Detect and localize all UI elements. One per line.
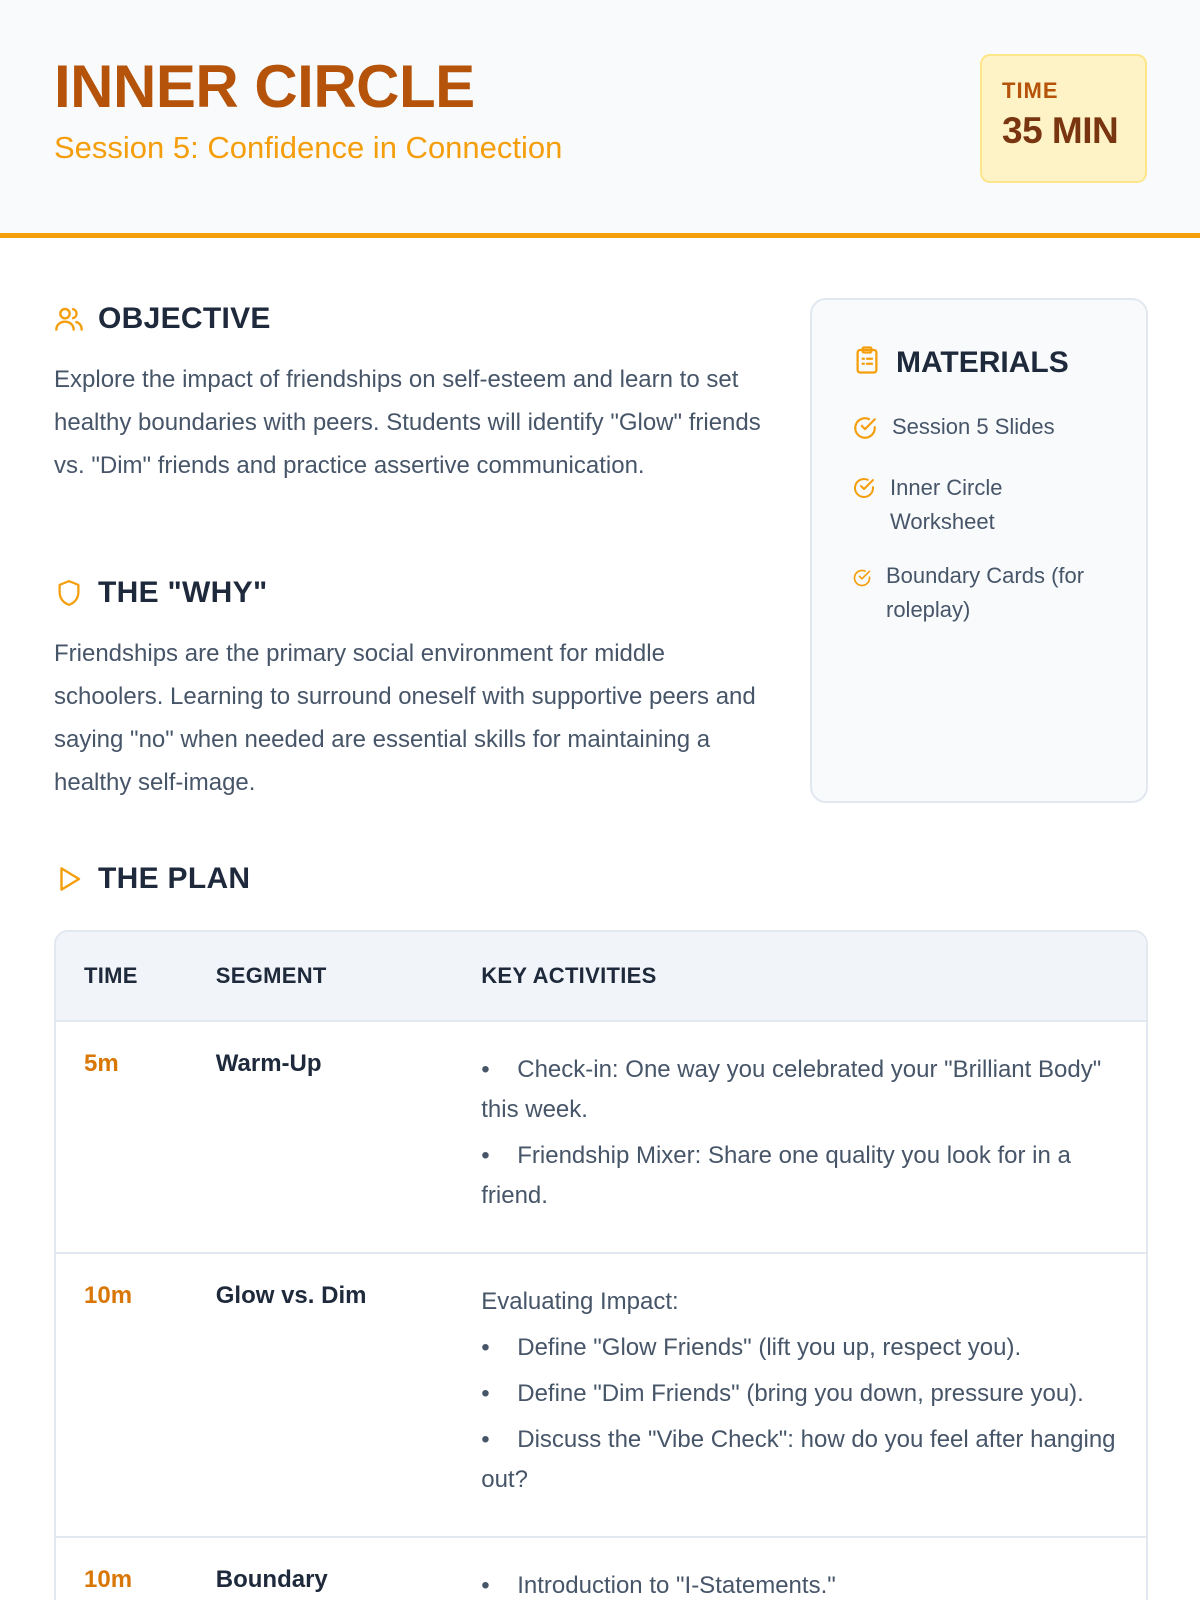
row-segment: Boundary [215,1566,328,1593]
activity-intro: Evaluating Impact: [481,1288,679,1315]
table-row [56,1020,1146,1252]
materials-list [852,410,1112,647]
objective-heading [52,302,271,336]
play-icon [52,862,86,896]
row-activities [481,1282,1146,1506]
why-text: Friendships are the primary social environment for middle schoolers. Learning to surround oneself with supportive peers and saying "no" when needed are essential skills for maintaining a healthy self-image. [54,640,756,796]
clipboard-icon [852,344,882,381]
material-label: Inner Circle Worksheet [890,475,1003,534]
materials-card [810,298,1148,803]
activity-bullet: • Define "Glow Friends" (lift you up, respect you). [481,1334,1022,1361]
session-subtitle: Session 5: Confidence in Connection [54,130,563,165]
table-row [56,1252,1146,1536]
objective-text: Explore the impact of friendships on self-esteem and learn to set healthy boundaries with peers. Students will identify "Glow" friends vs. "Dim" friends and practice assertive communication. [54,366,761,479]
table-row [56,1536,1146,1600]
check-circle-icon [852,564,872,598]
time-badge-label: TIME [1002,78,1059,103]
list-item [852,471,1112,539]
check-circle-icon [852,476,876,510]
check-circle-icon [852,415,878,451]
page-header [0,0,1200,238]
table-header [56,932,1146,1020]
time-badge [980,54,1147,183]
plan-heading [52,862,250,896]
activity-bullet: • Discuss the "Vibe Check": how do you feel after hanging out? [481,1426,1116,1493]
users-icon [52,302,86,336]
activity-bullet: • Introduction to "I-Statements." [481,1572,836,1599]
row-time: 10m [84,1566,133,1593]
why-heading [52,576,267,610]
objective-heading-text: OBJECTIVE [98,302,271,335]
material-label: Boundary Cards (for roleplay) [886,563,1085,622]
why-heading-text: THE "WHY" [98,576,268,609]
row-segment: Glow vs. Dim [215,1282,367,1309]
column-header-segment: SEGMENT [215,963,327,988]
list-item [852,559,1112,627]
materials-heading [852,344,1069,381]
material-label: Session 5 Slides [892,414,1055,439]
plan-heading-text: THE PLAN [98,862,251,895]
shield-icon [52,576,86,610]
row-segment: Warm-Up [215,1050,322,1077]
list-item [852,410,1112,451]
row-time: 10m [84,1282,133,1309]
time-badge-value: 35 MIN [1002,110,1119,151]
row-activities [481,1050,1146,1222]
column-header-time: TIME [84,963,138,988]
activity-bullet: • Check-in: One way you celebrated your "Brilliant Body" this week. [481,1056,1102,1123]
page-title: INNER CIRCLE [54,53,475,120]
row-time: 5m [84,1050,119,1077]
activity-bullet: • Friendship Mixer: Share one quality you look for in a friend. [481,1142,1071,1209]
column-header-activities: KEY ACTIVITIES [481,963,657,988]
plan-table [54,930,1148,1600]
activity-bullet: • Define "Dim Friends" (bring you down, pressure you). [481,1380,1084,1407]
row-activities [481,1566,1146,1600]
materials-heading-text: MATERIALS [896,345,1069,379]
